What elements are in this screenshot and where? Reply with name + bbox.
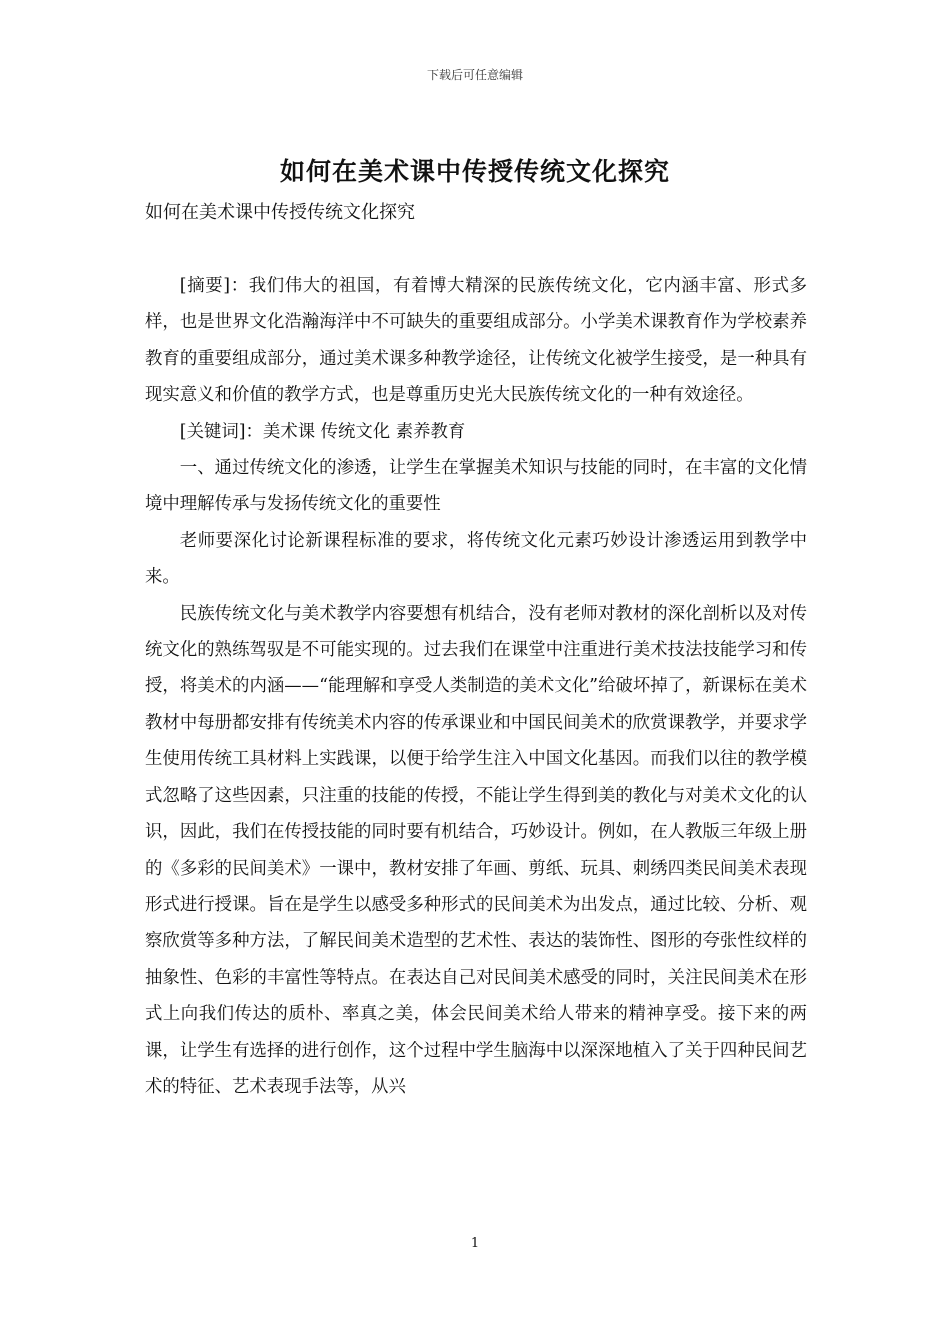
abstract-paragraph: [摘要]：我们伟大的祖国，有着博大精深的民族传统文化，它内涵丰富、形式多样，也是世界文化浩瀚海洋中不可缺失的重要组成部分。小学美术课教育作为学校素养教育的重要组成部分，通过美术课多种教学途径，让传统文化被学生接受，是一种具有现实意义和价值的教学方式，也是尊重历史光大民族传统文化的一种有效途径。 xyxy=(145,276,807,406)
section-heading-1: 一、通过传统文化的渗透，让学生在掌握美术知识与技能的同时，在丰富的文化情境中理解传承与发扬传统文化的重要性 xyxy=(145,458,807,515)
page-number: 1 xyxy=(470,1236,480,1251)
page-header: 下载后可任意编辑 xyxy=(426,68,523,82)
document-title: 如何在美术课中传授传统文化探究 xyxy=(279,157,670,186)
keywords-paragraph: [关键词]：美术课 传统文化 素养教育 xyxy=(179,421,466,442)
document-subtitle: 如何在美术课中传授传统文化探究 xyxy=(145,202,415,223)
document-body xyxy=(145,268,807,1105)
body-paragraph: 民族传统文化与美术教学内容要想有机结合，没有老师对教材的深化剖析以及对传统文化的熟练驾驭是不可能实现的。过去我们在课堂中注重进行美术技法技能学习和传授，将美术的内涵——“能理解和享受人类制造的美术文化”给破坏掉了，新课标在美术教材中每册都安排有传统美术内容的传承课业和中国民间美术的欣赏课教学，并要求学生使用传统工具材料上实践课，以便于给学生注入中国文化基因。而我们以往的教学模式忽略了这些因素，只注重的技能的传授，不能让学生得到美的教化与对美术文化的认识，因此，我们在传授技能的同时要有机结合，巧妙设计。例如，在人教版三年级上册的《多彩的民间美术》一课中，教材安排了年画、剪纸、玩具、刺绣四类民间美术表现形式进行授课。旨在是学生以感受多种形式的民间美术为出发点，通过比较、分析、观察欣赏等多种方法，了解民间美术造型的艺术性、表达的装饰性、图形的夸张性纹样的抽象性、色彩的丰富性等特点。在表达自己对民间美术感受的同时，关注民间美术在形式上向我们传达的质朴、率真之美，体会民间美术给人带来的精神享受。接下来的两课，让学生有选择的进行创作，这个过程中学生脑海中以深深地植入了关于四种民间艺术的特征、艺术表现手法等，从兴 xyxy=(145,603,807,1097)
body-paragraph: 老师要深化讨论新课程标准的要求，将传统文化元素巧妙设计渗透运用到教学中来。 xyxy=(145,530,807,588)
